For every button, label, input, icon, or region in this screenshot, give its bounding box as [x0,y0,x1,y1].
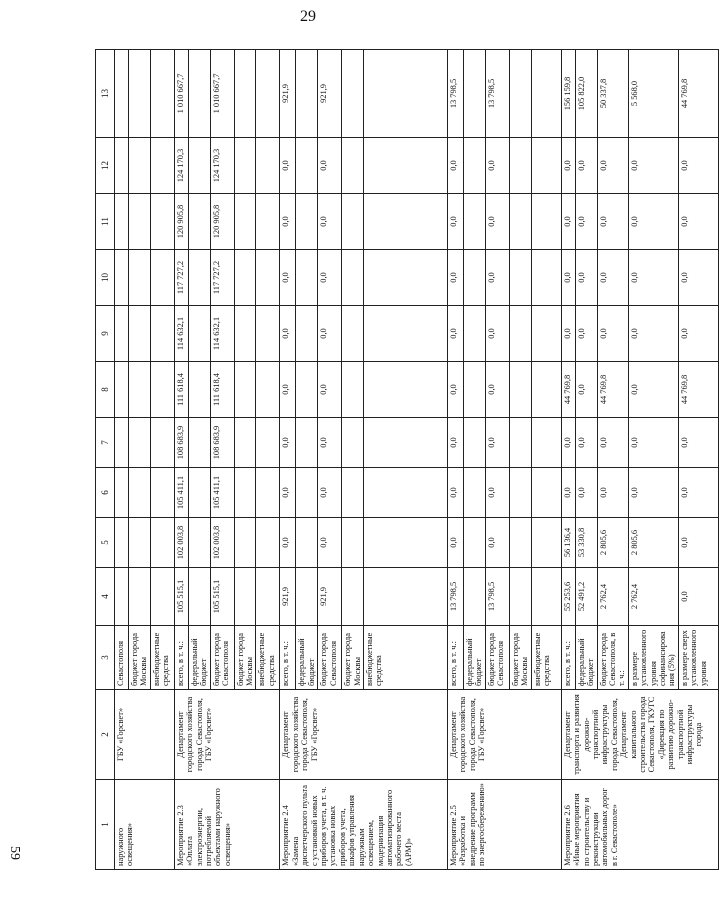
funding-source-cell: бюджет города Москвы [234,626,256,690]
amount-cell: 0,0 [597,306,628,362]
amount-cell: 0,0 [678,468,718,518]
amount-cell [129,468,151,518]
column-header: 13 [96,50,115,138]
executor-cell: Департамент транспорта и развития дорожно-транспортной инфраструктуры города Севастополя, Департамент капитального строительства города Севастополя, ГКУГС «Дирекция по развитию дорожно-транспортной инфраструктуры города [561,690,718,780]
amount-cell: 105 411,1 [174,468,188,518]
amount-cell: 44 769,8 [561,362,575,418]
amount-cell [188,518,210,568]
amount-cell: 0,0 [280,194,296,250]
amount-cell: 55 253,6 [561,568,575,626]
amount-cell: 0,0 [561,468,575,518]
amount-cell: 0,0 [628,362,678,418]
amount-cell: 0,0 [678,418,718,468]
amount-cell: 0,0 [448,194,464,250]
amount-cell: 0,0 [575,138,597,194]
amount-cell: 120 905,8 [210,194,234,250]
amount-cell [256,138,280,194]
page-number: 29 [300,8,316,25]
funding-source-cell: внебюджетные средства [531,626,561,690]
amount-cell: 0,0 [561,250,575,306]
table-row [561,50,575,870]
funding-source-cell: бюджет города Севастополя [210,626,234,690]
measure-name-cell: Мероприятие 2.3 «Оплата электроэнергии, потребляемой объектами наружного освещения» [174,780,280,870]
amount-cell: 921,9 [280,568,296,626]
amount-cell: 0,0 [678,568,718,626]
amount-cell: 2 762,4 [628,568,678,626]
amount-cell: 0,0 [280,306,296,362]
amount-cell [296,518,318,568]
amount-cell [342,518,364,568]
amount-cell [509,568,531,626]
amount-cell: 0,0 [628,194,678,250]
amount-cell [464,306,486,362]
amount-cell: 0,0 [575,418,597,468]
amount-cell: 0,0 [561,306,575,362]
amount-cell [188,250,210,306]
amount-cell: 0,0 [678,250,718,306]
amount-cell [509,468,531,518]
amount-cell [364,568,448,626]
amount-cell [234,138,256,194]
amount-cell: 105 411,1 [210,468,234,518]
amount-cell: 2 805,6 [628,518,678,568]
amount-cell: 0,0 [678,138,718,194]
amount-cell [464,568,486,626]
amount-cell [150,568,174,626]
amount-cell [129,250,151,306]
funding-source-cell: бюджет города Севастополя, в т. ч.: [597,626,628,690]
measure-name-cell: Мероприятие 2.6 «Иные мероприятия по строительству и реконструкции автомобильных дорог в г. Севастополе» [561,780,718,870]
amount-cell [129,568,151,626]
amount-cell: 0,0 [575,250,597,306]
amount-cell [531,250,561,306]
amount-cell: 108 683,9 [210,418,234,468]
amount-cell: 0,0 [485,194,509,250]
amount-cell: 0,0 [597,250,628,306]
amount-cell: 13 798,5 [448,568,464,626]
amount-cell: 0,0 [448,468,464,518]
column-header: 12 [96,138,115,194]
amount-cell [464,50,486,138]
amount-cell [256,306,280,362]
amount-cell: 114 632,1 [210,306,234,362]
amount-cell [150,362,174,418]
amount-cell [256,50,280,138]
amount-cell [150,50,174,138]
amount-cell: 156 159,8 [561,50,575,138]
amount-cell [342,362,364,418]
header-row [96,50,115,870]
amount-cell [188,568,210,626]
amount-cell: 0,0 [485,518,509,568]
amount-cell [188,194,210,250]
amount-cell [364,306,448,362]
amount-cell [256,250,280,306]
amount-cell [150,194,174,250]
amount-cell: 111 618,4 [174,362,188,418]
table-row [448,50,464,870]
amount-cell [256,362,280,418]
amount-cell: 0,0 [448,138,464,194]
amount-cell: 1 010 667,7 [174,50,188,138]
amount-cell: 0,0 [628,468,678,518]
amount-cell: 1 010 667,7 [210,50,234,138]
amount-cell: 0,0 [318,194,342,250]
amount-cell [464,138,486,194]
executor-cell: Департамент городского хозяйства города Севастополя, ГБУ «Горсвет» [280,690,448,780]
amount-cell: 0,0 [561,418,575,468]
funding-source-cell: внебюджетные средства [364,626,448,690]
amount-cell: 13 798,5 [485,50,509,138]
amount-cell [234,568,256,626]
amount-cell [342,468,364,518]
column-header: 8 [96,362,115,418]
amount-cell: 0,0 [318,306,342,362]
amount-cell [531,50,561,138]
amount-cell: 0,0 [318,138,342,194]
amount-cell: 0,0 [485,418,509,468]
amount-cell: 0,0 [678,306,718,362]
amount-cell [364,518,448,568]
amount-cell [342,194,364,250]
amount-cell [509,50,531,138]
scan-page-mark: 59 [7,846,22,860]
amount-cell: 117 727,2 [174,250,188,306]
amount-cell: 0,0 [318,518,342,568]
amount-cell [129,194,151,250]
amount-cell: 0,0 [628,250,678,306]
funding-source-cell: внебюджетные средства [150,626,174,690]
funding-source-cell: федеральный бюджет [575,626,597,690]
amount-cell: 921,9 [280,50,296,138]
amount-cell [509,194,531,250]
funding-source-cell: федеральный бюджет [296,626,318,690]
funding-source-cell: всего, в т. ч.: [448,626,464,690]
amount-cell [342,568,364,626]
table-row [115,50,129,870]
amount-cell [150,418,174,468]
amount-cell: 0,0 [448,306,464,362]
amount-cell [296,138,318,194]
amount-cell: 0,0 [280,518,296,568]
amount-cell [234,306,256,362]
amount-cell [364,250,448,306]
amount-cell [342,306,364,362]
column-header: 5 [96,518,115,568]
amount-cell: 0,0 [678,518,718,568]
amount-cell: 0,0 [280,468,296,518]
funding-source-cell: бюджет города Москвы [509,626,531,690]
amount-cell [256,194,280,250]
amount-cell: 0,0 [448,518,464,568]
amount-cell: 0,0 [280,362,296,418]
amount-cell [234,468,256,518]
amount-cell: 111 618,4 [210,362,234,418]
amount-cell [531,468,561,518]
amount-cell [342,250,364,306]
funding-source-cell: бюджет города Севастополя [318,626,342,690]
amount-cell [531,194,561,250]
amount-cell: 0,0 [561,194,575,250]
executor-cell: Департамент городского хозяйства города Севастополя, ГБУ «Горсвет» [174,690,280,780]
amount-cell: 0,0 [628,306,678,362]
funding-source-cell: бюджет города Москвы [129,626,151,690]
amount-cell [150,138,174,194]
amount-cell: 105 515,1 [210,568,234,626]
amount-cell [296,50,318,138]
amount-cell [364,194,448,250]
funding-source-cell: федеральный бюджет [464,626,486,690]
amount-cell [296,194,318,250]
amount-cell [234,362,256,418]
amount-cell [464,362,486,418]
amount-cell [188,418,210,468]
funding-source-cell: федеральный бюджет [188,626,210,690]
amount-cell [115,518,129,568]
amount-cell [234,518,256,568]
amount-cell: 44 769,8 [678,50,718,138]
amount-cell: 0,0 [318,418,342,468]
amount-cell: 0,0 [280,250,296,306]
amount-cell: 117 727,2 [210,250,234,306]
amount-cell: 56 136,4 [561,518,575,568]
amount-cell [509,418,531,468]
amount-cell: 921,9 [318,568,342,626]
amount-cell: 0,0 [280,418,296,468]
amount-cell [464,518,486,568]
amount-cell: 2 805,6 [597,518,628,568]
amount-cell [129,418,151,468]
amount-cell [342,418,364,468]
column-header: 4 [96,568,115,626]
amount-cell: 102 003,8 [174,518,188,568]
amount-cell [115,306,129,362]
table-row [174,50,188,870]
amount-cell [531,138,561,194]
amount-cell [129,138,151,194]
amount-cell [364,418,448,468]
amount-cell: 114 632,1 [174,306,188,362]
amount-cell: 0,0 [597,468,628,518]
amount-cell [531,568,561,626]
amount-cell [464,468,486,518]
amount-cell: 0,0 [575,194,597,250]
amount-cell [509,250,531,306]
measure-name-cell: наружного освещения» [115,780,175,870]
amount-cell [129,50,151,138]
amount-cell: 13 798,5 [448,50,464,138]
amount-cell [115,468,129,518]
measure-name-cell: Мероприятие 2.5 «Разработка и внедрение программ по энергосбережению» [448,780,562,870]
table-row [280,50,296,870]
amount-cell: 0,0 [485,138,509,194]
amount-cell [188,138,210,194]
amount-cell: 0,0 [318,468,342,518]
amount-cell [115,418,129,468]
funding-source-cell: в размере установленного уровня софинансирования (5%) [628,626,678,690]
amount-cell: 108 683,9 [174,418,188,468]
amount-cell [150,250,174,306]
amount-cell: 52 491,2 [575,568,597,626]
amount-cell: 0,0 [280,138,296,194]
amount-cell [509,306,531,362]
column-header: 1 [96,780,115,870]
column-header: 9 [96,306,115,362]
amount-cell: 2 762,4 [597,568,628,626]
amount-cell: 0,0 [597,138,628,194]
amount-cell [342,50,364,138]
amount-cell: 53 330,8 [575,518,597,568]
amount-cell [115,568,129,626]
amount-cell: 0,0 [485,306,509,362]
amount-cell [150,306,174,362]
funding-source-cell: в размере сверх установленного уровня [678,626,718,690]
amount-cell [256,468,280,518]
amount-cell [256,568,280,626]
amount-cell: 44 769,8 [678,362,718,418]
amount-cell: 0,0 [561,138,575,194]
column-header: 6 [96,468,115,518]
amount-cell [234,418,256,468]
column-header: 7 [96,418,115,468]
amount-cell: 0,0 [448,418,464,468]
amount-cell: 0,0 [628,138,678,194]
amount-cell [464,418,486,468]
amount-cell [364,362,448,418]
amount-cell [188,468,210,518]
amount-cell [296,250,318,306]
amount-cell: 0,0 [597,194,628,250]
funding-source-cell: всего, в т. ч.: [174,626,188,690]
measure-name-cell: Мероприятие 2.4 «Замена диспетчерского пульта с установкой новых приборов учета, в т. ч. установка новых приборов учета, шкафов управления наружным освещением, модернизация автоматизированного рабочего места (АРМ)» [280,780,448,870]
amount-cell [115,194,129,250]
amount-cell: 0,0 [485,362,509,418]
amount-cell: 0,0 [318,362,342,418]
amount-cell [129,306,151,362]
budget-table [95,49,719,870]
amount-cell [364,138,448,194]
amount-cell: 0,0 [628,418,678,468]
amount-cell [531,306,561,362]
amount-cell: 0,0 [448,362,464,418]
amount-cell [342,138,364,194]
amount-cell [296,418,318,468]
column-header: 11 [96,194,115,250]
amount-cell [150,518,174,568]
executor-cell: Департамент городского хозяйства города Севастополя, ГБУ «Горсвет» [448,690,562,780]
amount-cell [531,518,561,568]
amount-cell: 102 003,8 [210,518,234,568]
amount-cell: 5 568,0 [628,50,678,138]
amount-cell [129,518,151,568]
amount-cell: 0,0 [597,418,628,468]
column-header: 2 [96,690,115,780]
amount-cell [129,362,151,418]
amount-cell [509,138,531,194]
amount-cell: 13 798,5 [485,568,509,626]
amount-cell [256,518,280,568]
amount-cell [115,50,129,138]
amount-cell [296,362,318,418]
amount-cell: 921,9 [318,50,342,138]
amount-cell [115,362,129,418]
amount-cell: 0,0 [575,306,597,362]
amount-cell [234,250,256,306]
amount-cell: 0,0 [485,468,509,518]
amount-cell [531,362,561,418]
amount-cell [296,568,318,626]
amount-cell [256,418,280,468]
funding-source-cell: бюджет города Москвы [342,626,364,690]
funding-source-cell: бюджет города Севастополя [485,626,509,690]
amount-cell: 124 170,3 [174,138,188,194]
funding-source-cell: внебюджетные средства [256,626,280,690]
amount-cell [150,468,174,518]
amount-cell [296,468,318,518]
amount-cell: 120 905,8 [174,194,188,250]
amount-cell [509,518,531,568]
column-header: 3 [96,626,115,690]
amount-cell [188,306,210,362]
amount-cell [464,194,486,250]
amount-cell [188,50,210,138]
amount-cell: 105 515,1 [174,568,188,626]
funding-source-cell: всего, в т. ч.: [561,626,575,690]
amount-cell [296,306,318,362]
amount-cell [364,50,448,138]
amount-cell [115,250,129,306]
amount-cell [115,138,129,194]
amount-cell: 0,0 [575,362,597,418]
amount-cell: 44 769,8 [597,362,628,418]
amount-cell [364,468,448,518]
executor-cell: ГБУ «Горсвет» [115,690,175,780]
amount-cell: 105 822,0 [575,50,597,138]
column-header: 10 [96,250,115,306]
amount-cell: 0,0 [575,468,597,518]
amount-cell: 0,0 [448,250,464,306]
amount-cell: 0,0 [485,250,509,306]
amount-cell [234,194,256,250]
amount-cell: 0,0 [678,194,718,250]
funding-source-cell: всего, в т. ч.: [280,626,296,690]
amount-cell: 50 337,8 [597,50,628,138]
amount-cell [234,50,256,138]
amount-cell: 124 170,3 [210,138,234,194]
rotated-table-area [95,50,708,870]
amount-cell: 0,0 [318,250,342,306]
amount-cell [464,250,486,306]
amount-cell [188,362,210,418]
amount-cell [509,362,531,418]
funding-source-cell: Севастополя [115,626,129,690]
amount-cell [531,418,561,468]
